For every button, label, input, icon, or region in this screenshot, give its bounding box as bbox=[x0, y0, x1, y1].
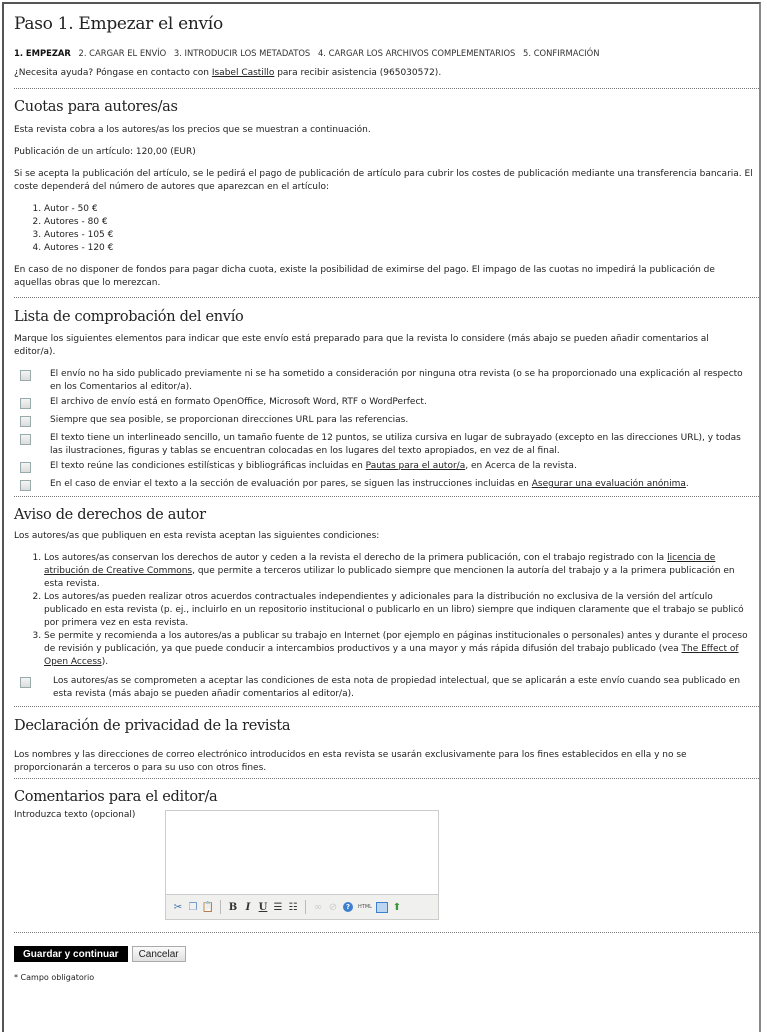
text-before: Los autores/as conservan los derechos de autor y ceden a la revista el derecho de la primera publicación, con el trabajo registrado con la bbox=[44, 553, 668, 563]
privacy-heading: Declaración de privacidad de la revista bbox=[14, 718, 291, 734]
checklist-heading: Lista de comprobación del envío bbox=[14, 309, 244, 325]
open-access-link[interactable]: The Effect of Open Access bbox=[44, 644, 739, 667]
divider bbox=[14, 496, 759, 497]
text-after: , en Acerca de la revista. bbox=[465, 461, 577, 471]
paste-icon[interactable]: 📋 bbox=[201, 901, 215, 913]
italic-icon[interactable]: I bbox=[245, 901, 251, 913]
privacy-text: Los nombres y las direcciones de correo electrónico introducidos en esta revista se usarán exclusivamente para los fines establecidos en ella y no se proporcionarán a terceros o para su uso con otros fines. bbox=[14, 750, 687, 773]
checklist-checkbox-5[interactable] bbox=[20, 462, 31, 473]
help-prefix: ¿Necesita ayuda? Póngase en contacto con bbox=[14, 68, 212, 78]
unlink-icon[interactable]: ⊘ bbox=[328, 901, 338, 913]
contact-link[interactable]: Isabel Castillo bbox=[211, 68, 275, 78]
divider bbox=[14, 297, 759, 298]
bullet-list-icon[interactable]: ☰ bbox=[273, 901, 283, 913]
text-after: ). bbox=[101, 657, 109, 667]
copyright-agreement bbox=[14, 675, 759, 701]
checklist-item-text: Siempre que sea posible, se proporcionan direcciones URL para las referencias. bbox=[50, 415, 409, 425]
checklist-checkbox-6[interactable] bbox=[20, 480, 31, 491]
checklist-checkbox-2[interactable] bbox=[20, 398, 31, 409]
rich-text-editor bbox=[165, 810, 439, 920]
step-3-metadata: 3. INTRODUCIR LOS METADATOS bbox=[173, 48, 311, 58]
checklist-item bbox=[14, 368, 759, 394]
checklist-item bbox=[14, 478, 759, 491]
copy-icon[interactable]: ❐ bbox=[188, 901, 198, 913]
checklist-item-text bbox=[50, 460, 759, 473]
page-frame bbox=[2, 2, 761, 1032]
checklist-intro: Marque los siguientes elementos para indicar que este envío está preparado para que la revista lo considere (más abajo se pueden añadir comentarios al editor/a). bbox=[14, 334, 709, 357]
text-before: Se permite y recomienda a los autores/as a publicar su trabajo en Internet (por ejemplo en páginas institucionales o personales) antes y durante el proceso de revisión y publicación, ya que puede conducir a intercambios productivos y a una mayor y más rápida difusión del trabajo publicado (vea bbox=[44, 631, 748, 654]
text-before: El texto reúne las condiciones estilísticas y bibliográficas incluidas en bbox=[50, 461, 366, 471]
cancel-button[interactable]: Cancelar bbox=[132, 946, 186, 962]
checklist-item bbox=[14, 460, 759, 473]
image-upload-icon[interactable]: ⬆ bbox=[392, 901, 402, 913]
bold-icon[interactable]: B bbox=[228, 901, 238, 913]
comments-label: Introduzca texto (opcional) bbox=[14, 810, 136, 820]
toolbar-separator bbox=[305, 900, 306, 914]
form-actions bbox=[14, 946, 759, 962]
copyright-agreement-checkbox[interactable] bbox=[20, 677, 31, 688]
numbered-list-icon[interactable]: ☷ bbox=[288, 901, 298, 913]
divider bbox=[14, 706, 759, 707]
copyright-condition: 2. Los autores/as pueden realizar otros acuerdos contractuales independientes y adicionales para la distribución no exclusiva de la versión del artículo publicado en esta revista (p. ej., incluirlo en un repositorio institucional o publicarlo en un libro) siempre que indiquen claramente que el trabajo se publicó por primera vez en esta revista. bbox=[44, 591, 753, 630]
checklist-item-text bbox=[50, 478, 759, 491]
checklist-checkbox-4[interactable] bbox=[20, 434, 31, 445]
copyright-intro: Los autores/as que publiquen en esta revista aceptan las siguientes condiciones: bbox=[14, 531, 380, 541]
text-after: . bbox=[685, 479, 689, 489]
toolbar-separator bbox=[220, 900, 221, 914]
fee-tier: 3. Autores - 105 € bbox=[44, 229, 759, 242]
copyright-condition bbox=[44, 552, 753, 591]
text-before: En el caso de enviar el texto a la sección de evaluación por pares, se siguen las instrucciones incluidas en bbox=[50, 479, 532, 489]
copyright-agreement-text: Los autores/as se comprometen a aceptar las condiciones de esta nota de propiedad intelectual, que se aplicarán a este envío cuando sea publicado en esta revista (más abajo se pueden añadir comentarios al editor/a). bbox=[53, 676, 741, 699]
fee-tier: 1. Autor - 50 € bbox=[44, 203, 759, 216]
checklist-item bbox=[14, 396, 759, 409]
link-icon[interactable]: ∞ bbox=[313, 901, 323, 913]
required-field-note: * Campo obligatorio bbox=[14, 973, 95, 982]
copyright-heading: Aviso de derechos de autor bbox=[14, 507, 206, 523]
publication-fee: Publicación de un artículo: 120,00 (EUR) bbox=[14, 147, 196, 157]
copyright-conditions bbox=[14, 552, 759, 669]
step-2-upload: 2. CARGAR EL ENVÍO bbox=[78, 48, 167, 58]
cut-icon[interactable]: ✂ bbox=[173, 901, 183, 913]
page-content bbox=[4, 14, 759, 984]
fees-waiver: En caso de no disponer de fondos para pagar dicha cuota, existe la posibilidad de eximirse del pago. El impago de las cuotas no impedirá la publicación de aquellas obras que lo merezcan. bbox=[14, 265, 715, 288]
step-progress bbox=[14, 48, 759, 58]
step-4-supplementary: 4. CARGAR LOS ARCHIVOS COMPLEMENTARIOS bbox=[317, 48, 516, 58]
fees-heading: Cuotas para autores/as bbox=[14, 99, 178, 115]
save-continue-button[interactable]: Guardar y continuar bbox=[14, 946, 128, 962]
checklist-item-text: El texto tiene un interlineado sencillo, un tamaño fuente de 12 puntos, se utiliza cursiva en lugar de subrayado (excepto en las direcciones URL), y todas las ilustraciones, figuras y tablas se encuentran colocadas en los lugares del texto apropiados, en vez de al final. bbox=[50, 433, 741, 456]
page-title: Paso 1. Empezar el envío bbox=[14, 14, 223, 34]
step-5-confirmation: 5. CONFIRMACIÓN bbox=[523, 48, 600, 58]
comments-heading: Comentarios para el editor/a bbox=[14, 789, 218, 805]
checklist-item-text: El envío no ha sido publicado previamente ni se ha sometido a consideración por ninguna otra revista (o se ha proporcionado una explicación al respecto en los Comentarios al editor/a). bbox=[50, 369, 743, 392]
divider bbox=[14, 932, 759, 933]
fees-description: Si se acepta la publicación del artículo, se le pedirá el pago de publicación de artículo para cubrir los costes de publicación mediante una transferencia bancaria. El coste dependerá del número de autores que aparezcan en el artículo: bbox=[14, 169, 753, 192]
copyright-condition bbox=[44, 630, 753, 669]
help-icon[interactable]: ? bbox=[342, 900, 354, 914]
editor-toolbar bbox=[166, 894, 438, 919]
checklist-checkbox-3[interactable] bbox=[20, 416, 31, 427]
step-1-start: 1. EMPEZAR bbox=[14, 48, 71, 58]
fee-tier: 4. Autores - 120 € bbox=[44, 242, 759, 255]
checklist-item bbox=[14, 432, 759, 458]
fullscreen-icon[interactable] bbox=[376, 900, 388, 914]
author-guidelines-link[interactable]: Pautas para el autor/a bbox=[365, 461, 466, 471]
fee-tiers bbox=[14, 203, 759, 255]
checklist-item-text: El archivo de envío está en formato OpenOffice, Microsoft Word, RTF o WordPerfect. bbox=[50, 397, 427, 407]
checklist-checkbox-1[interactable] bbox=[20, 370, 31, 381]
divider bbox=[14, 778, 759, 779]
fees-intro: Esta revista cobra a los autores/as los precios que se muestran a continuación. bbox=[14, 125, 371, 135]
text-after: , que permite a terceros utilizar lo publicado siempre que mencionen la autoría del trabajo y a la primera publicación en esta revista. bbox=[44, 566, 735, 589]
creative-commons-link[interactable]: licencia de atribución de Creative Commons bbox=[44, 553, 716, 576]
comments-field bbox=[14, 810, 759, 920]
divider bbox=[14, 88, 759, 89]
underline-icon[interactable]: U bbox=[258, 901, 268, 913]
fee-tier: 2. Autores - 80 € bbox=[44, 216, 759, 229]
checklist-item bbox=[14, 414, 759, 427]
help-text bbox=[14, 67, 759, 80]
html-icon[interactable]: HTML bbox=[358, 904, 372, 910]
blind-review-link[interactable]: Asegurar una evaluación anónima bbox=[531, 479, 686, 489]
help-suffix: para recibir asistencia (965030572). bbox=[274, 68, 442, 78]
comments-input[interactable] bbox=[166, 811, 438, 893]
